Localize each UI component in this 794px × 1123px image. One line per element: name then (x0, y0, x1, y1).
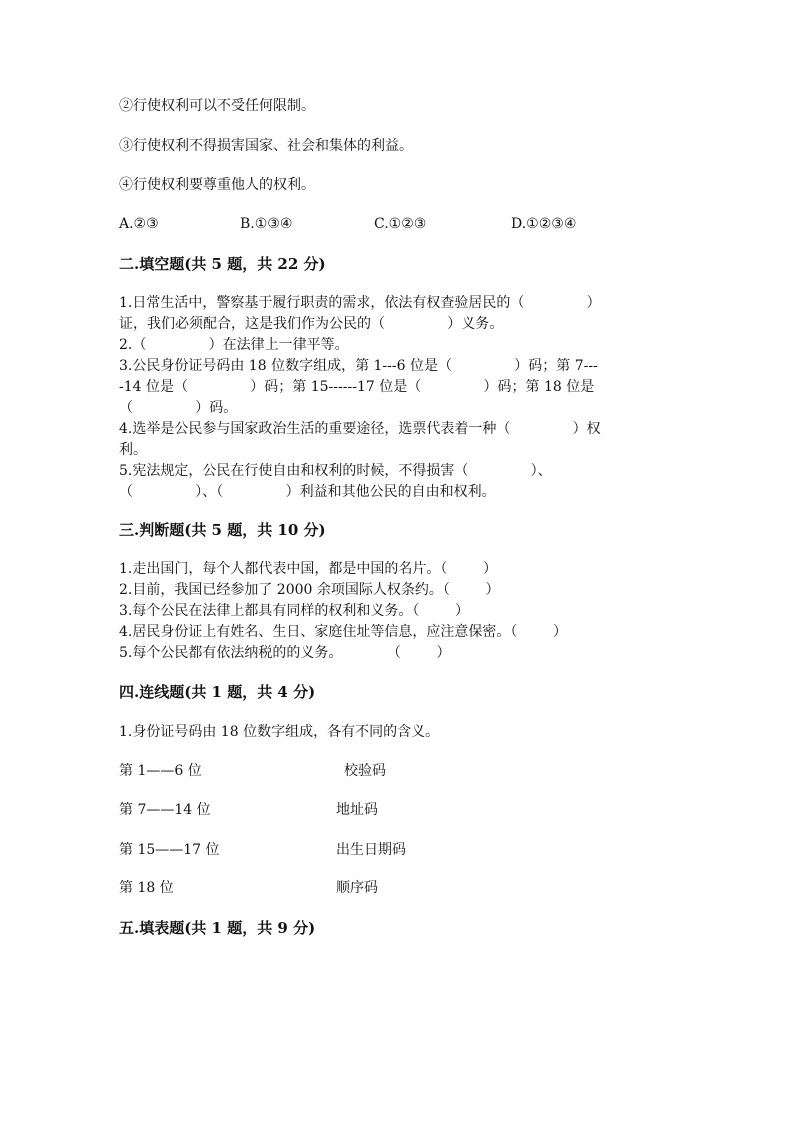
judge-line: 2.目前，我国已经参加了 2000 余项国际人权条约。（ ） (119, 582, 500, 598)
fill-line: 4.选举是公民参与国家政治生活的重要途径，选票代表着一种（ ）权 (119, 421, 601, 437)
option-a: A.②③ (119, 216, 159, 232)
fill-line: 5.宪法规定，公民在行使自由和权利的时候，不得损害（ ）、 (119, 463, 552, 479)
section-heading-true-false: 三.判断题(共 5 题，共 10 分) (119, 521, 326, 539)
option-b: B.①③④ (240, 216, 293, 232)
section-heading-fill-blank: 二.填空题(共 5 题，共 22 分) (119, 255, 326, 273)
option-c: C.①②③ (374, 216, 427, 232)
choice-statement-2: ②行使权利可以不受任何限制。 (119, 98, 315, 114)
fill-line: 3.公民身份证号码由 18 位数字组成，第 1---6 位是（ ）码；第 7--- (119, 358, 598, 374)
matching-left-item: 第 1——6 位 (119, 763, 202, 779)
section-heading-matching: 四.连线题(共 1 题，共 4 分) (119, 683, 316, 701)
judge-line: 3.每个公民在法律上都具有同样的权利和义务。（ ） (119, 603, 469, 619)
fill-line: -14 位是（ ）码；第 15------17 位是（ ）码；第 18 位是 (119, 379, 595, 395)
fill-line: 利。 (119, 442, 147, 458)
matching-left-item: 第 18 位 (119, 880, 174, 896)
fill-line: （ ）码。 (119, 400, 238, 416)
option-d: D.①②③④ (511, 216, 577, 232)
choice-statement-3: ③行使权利不得损害国家、社会和集体的利益。 (119, 138, 413, 154)
choice-statement-4: ④行使权利要尊重他人的权利。 (119, 177, 315, 193)
matching-left-item: 第 7——14 位 (119, 802, 211, 818)
judge-line: 1.走出国门，每个人都代表中国，都是中国的名片。（ ） (119, 561, 497, 577)
section-heading-table: 五.填表题(共 1 题，共 9 分) (119, 919, 316, 937)
matching-left-item: 第 15——17 位 (119, 842, 220, 858)
judge-line: 5.每个公民都有依法纳税的的义务。 （ ） (119, 645, 451, 661)
matching-right-item: 地址码 (336, 802, 378, 818)
fill-line: 2.（ ）在法律上一律平等。 (119, 337, 349, 353)
matching-right-item: 校验码 (344, 763, 386, 779)
matching-question: 1.身份证号码由 18 位数字组成，各有不同的含义。 (119, 724, 440, 740)
matching-right-item: 顺序码 (336, 880, 378, 896)
fill-line: 1.日常生活中，警察基于履行职责的需求，依法有权查验居民的（ ） (119, 295, 601, 311)
fill-line: 证，我们必须配合，这是我们作为公民的（ ）义务。 (119, 316, 504, 332)
matching-right-item: 出生日期码 (336, 842, 406, 858)
fill-line: （ ）、（ ）利益和其他公民的自由和权利。 (119, 484, 496, 500)
judge-line: 4.居民身份证上有姓名、生日、家庭住址等信息，应注意保密。（ ） (119, 624, 567, 640)
